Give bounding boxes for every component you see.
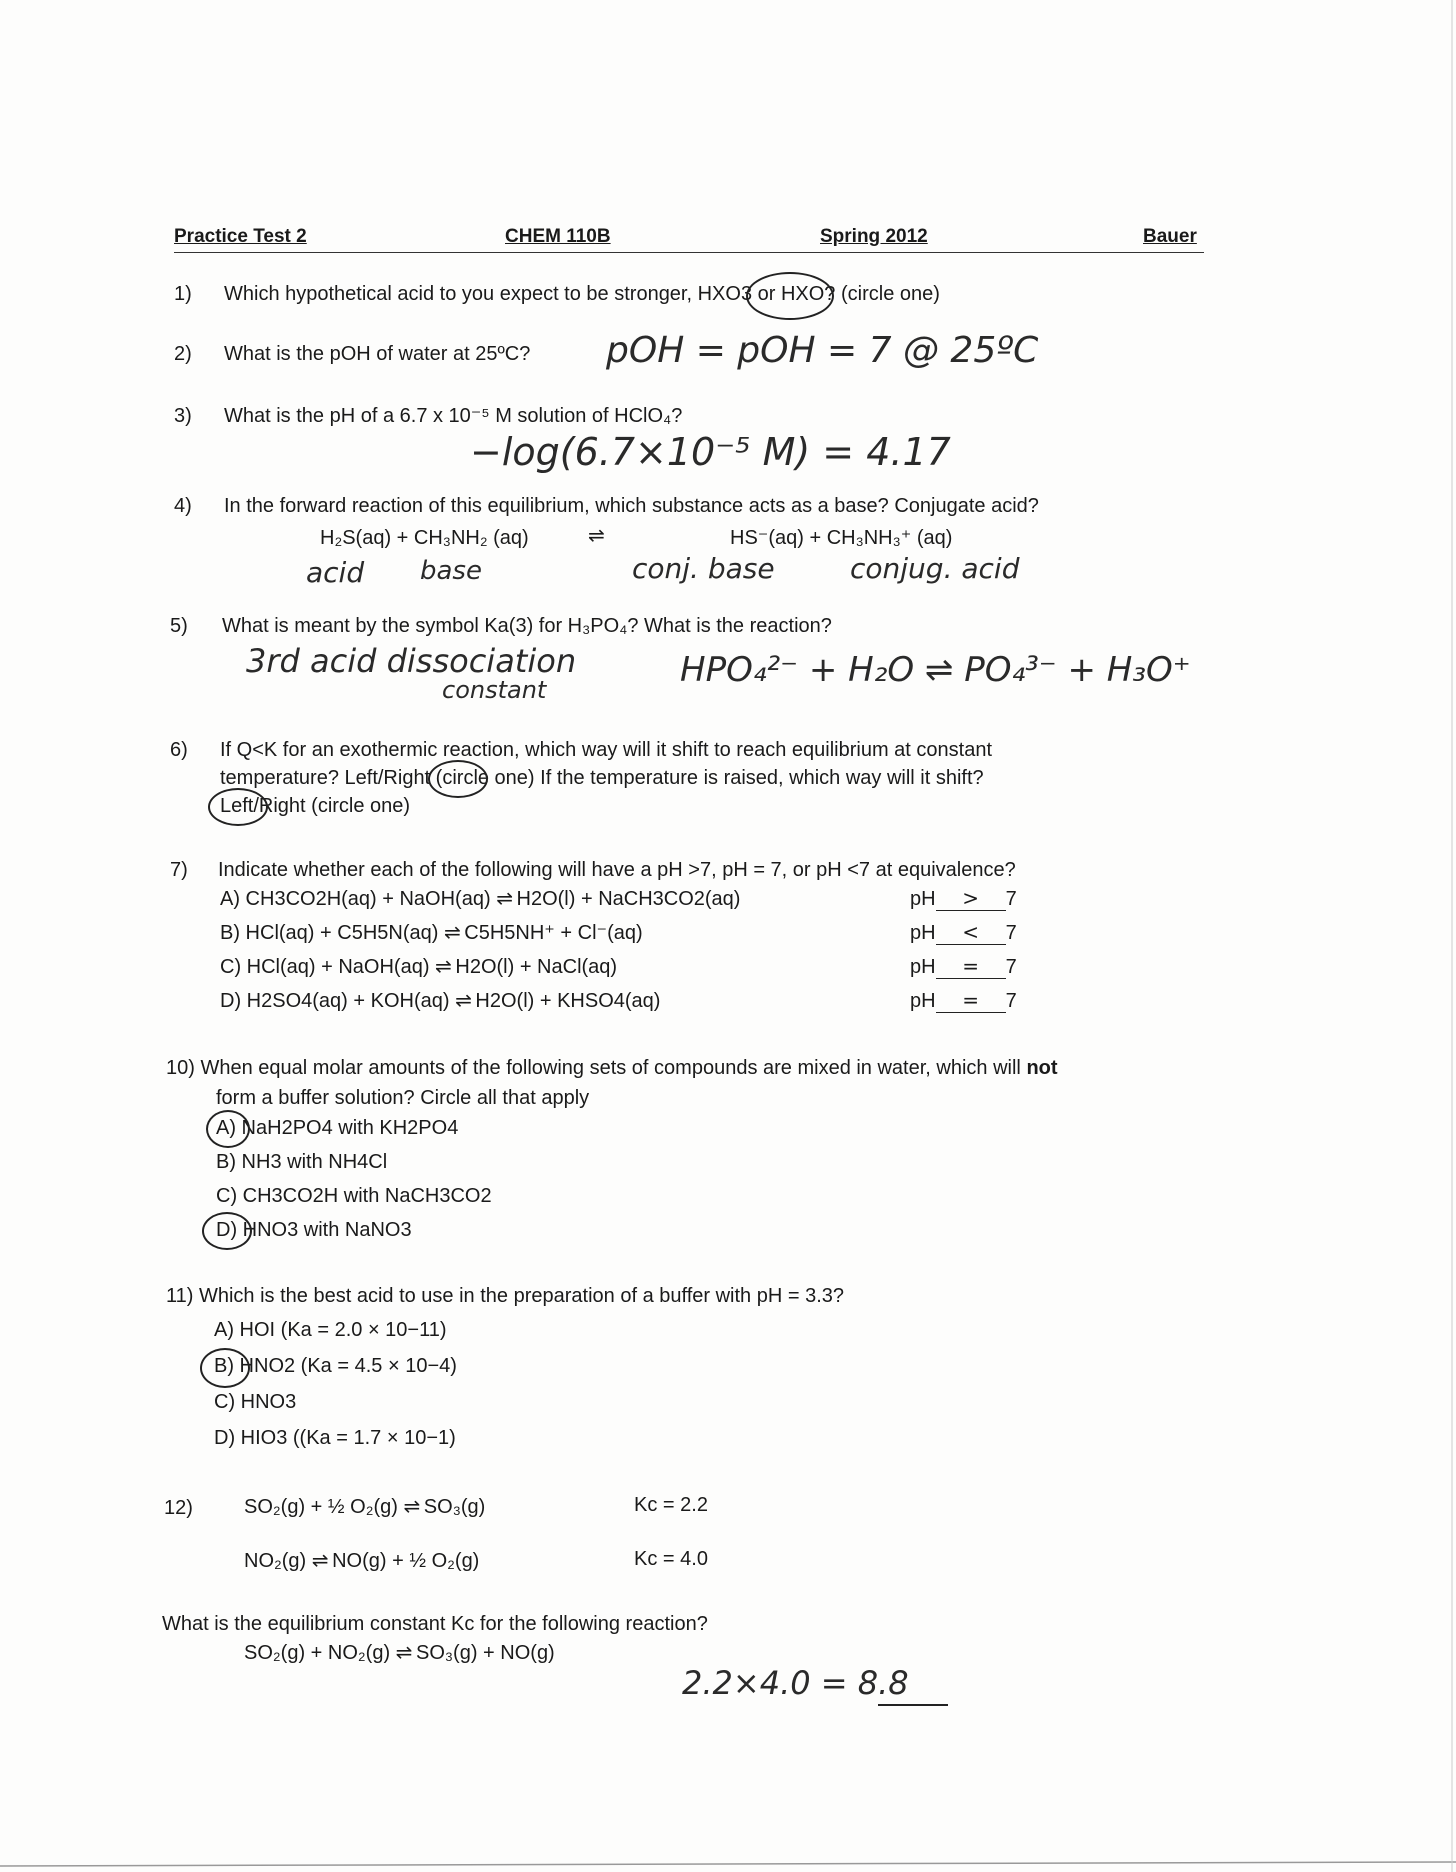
q6-line2: temperature? Left/Right (circle one) If the temperature is raised, which way will it shift? (220, 767, 984, 789)
q12-k2: Kc = 4.0 (634, 1548, 708, 1570)
q12-handwritten-answer: 2.2×4.0 = 8.8 (682, 1664, 909, 1702)
q7-item-b-label: B) HCl(aq) + C5H5N(aq) (220, 922, 439, 944)
q12-question: What is the equilibrium constant Kc for the following reaction? (162, 1613, 708, 1635)
q12-answer-underline (878, 1704, 948, 1706)
q4-number: 4) (174, 495, 192, 517)
q10-text-a: When equal molar amounts of the following sets of compounds are mixed in water, which will (200, 1057, 1027, 1079)
q7-item-a-label: A) CH3CO2H(aq) + NaOH(aq) (220, 888, 491, 910)
q4-text: In the forward reaction of this equilibrium, which substance acts as a base? Conjugate acid? (224, 495, 1039, 517)
q7-item-d (220, 988, 660, 1013)
q3-number: 3) (174, 405, 192, 427)
q11-number: 11) (166, 1285, 194, 1307)
q10-option-b: B) NH3 with NH4Cl (216, 1151, 388, 1173)
q12-rxn2-reactants: NO₂(g) (244, 1550, 307, 1572)
q7-number: 7) (170, 859, 188, 881)
q6-number: 6) (170, 739, 188, 761)
q5-handwritten-answer-1: 3rd acid dissociation (246, 642, 577, 680)
eq-arrow-icon: ⇌ (435, 956, 450, 978)
term: Spring 2012 (820, 226, 928, 247)
q12-target-reaction (244, 1640, 555, 1665)
q10-text-not: not (1026, 1057, 1058, 1079)
q7-answer-a: > (936, 886, 1006, 911)
q5-handwritten-reaction: HPO₄²⁻ + H₂O ⇌ PO₄³⁻ + H₃O⁺ (680, 650, 1191, 690)
q7-item-a-ph: pH > 7 (910, 886, 1017, 910)
q2-handwritten-answer: pOH = pOH = 7 @ 25ºC (606, 330, 1039, 371)
q5-handwritten-answer-2: constant (442, 676, 547, 704)
q7-item-c-label: C) HCl(aq) + NaOH(aq) (220, 956, 430, 978)
q11-circle-b (200, 1348, 250, 1388)
instructor: Bauer (1143, 226, 1197, 247)
q5-text: What is meant by the symbol Ka(3) for H₃PO₄? What is the reaction? (222, 615, 832, 637)
q10-option-c: C) CH3CO2H with NaCH3CO2 (216, 1185, 492, 1207)
q2-number: 2) (174, 343, 192, 365)
q7-answer-d: = (936, 988, 1006, 1013)
q4-label-acid: acid (306, 556, 365, 589)
q12-target-reactants: SO₂(g) + NO₂(g) (244, 1642, 391, 1664)
q4-eq-arrow: ⇌ (588, 525, 605, 547)
q4-products: HS⁻(aq) + CH₃NH₃⁺ (aq) (730, 527, 953, 549)
q1-answer-circle (746, 272, 834, 320)
q6-right-circle (428, 760, 488, 798)
q10-option-d: D) HNO3 with NaNO3 (216, 1219, 412, 1241)
q10-option-a: A) NaH2PO4 with KH2PO4 (216, 1117, 459, 1139)
q6-left-circle (208, 788, 268, 826)
q12-rxn2-products: NO(g) + ½ O₂(g) (332, 1550, 480, 1572)
q3-text: What is the pH of a 6.7 x 10⁻⁵ M solution of HClO₄? (224, 405, 683, 427)
eq-arrow-icon: ⇌ (311, 1550, 327, 1572)
q10-circle-a (206, 1110, 250, 1148)
q2-text: What is the pOH of water at 25ºC? (224, 343, 531, 365)
eq-arrow-icon: ⇌ (455, 990, 470, 1012)
q7-item-a-product: H2O(l) + NaCH3CO2(aq) (516, 888, 741, 910)
q11-option-b: B) HNO2 (Ka = 4.5 × 10−4) (214, 1355, 457, 1377)
q10-line1 (166, 1054, 1058, 1083)
eq-arrow-icon: ⇌ (403, 1496, 419, 1518)
q4-label-conj-acid: conjug. acid (850, 552, 1020, 585)
q7-item-d-ph: pH = 7 (910, 988, 1017, 1012)
q4-reactants: H₂S(aq) + CH₃NH₂ (aq) (320, 527, 529, 549)
q12-rxn2 (244, 1548, 479, 1573)
eq-arrow-icon: ⇌ (395, 1642, 411, 1664)
q4-label-conj-base: conj. base (632, 552, 775, 585)
q4-label-base: base (420, 556, 482, 586)
q7-item-b (220, 920, 643, 945)
eq-arrow-icon: ⇌ (443, 922, 459, 944)
q7-item-a (220, 886, 740, 911)
q10-text-c: form a buffer solution? Circle all that apply (216, 1087, 590, 1109)
q7-item-c-product: H2O(l) + NaCl(aq) (455, 956, 618, 978)
q11-option-a: A) HOI (Ka = 2.0 × 10−11) (214, 1319, 447, 1341)
q11-option-c: C) HNO3 (214, 1391, 297, 1413)
eq-arrow-icon: ⇌ (496, 888, 511, 910)
q12-rxn1-reactants: SO₂(g) + ½ O₂(g) (244, 1496, 398, 1518)
q12-number: 12) (164, 1497, 193, 1519)
q7-answer-b: < (936, 920, 1006, 945)
q7-item-d-product: H2O(l) + KHSO4(aq) (475, 990, 661, 1012)
q6-line3: Left/Right (circle one) (220, 795, 411, 817)
q12-k1: Kc = 2.2 (634, 1494, 708, 1516)
header-rule (174, 252, 1204, 253)
course-code: CHEM 110B (505, 226, 611, 247)
test-title: Practice Test 2 (174, 226, 307, 247)
q7-answer-c: = (936, 954, 1006, 979)
q7-item-c-ph: pH = 7 (910, 954, 1017, 978)
q3-handwritten-answer: −log(6.7×10⁻⁵ M) = 4.17 (470, 430, 951, 474)
q7-item-b-ph: pH < 7 (910, 920, 1017, 944)
q12-rxn1 (244, 1494, 485, 1519)
q7-text: Indicate whether each of the following will have a pH >7, pH = 7, or pH <7 at equivalence? (218, 859, 1016, 881)
q1-number: 1) (174, 283, 192, 305)
q12-rxn1-products: SO₃(g) (423, 1496, 486, 1518)
q5-number: 5) (170, 615, 188, 637)
q12-target-products: SO₃(g) + NO(g) (416, 1642, 555, 1664)
q10-number: 10) (166, 1057, 195, 1079)
q11-option-d: D) HIO3 ((Ka = 1.7 × 10−1) (214, 1427, 456, 1449)
q6-line1: If Q<K for an exothermic reaction, which way will it shift to reach equilibrium at constant (220, 739, 993, 761)
q11-text: Which is the best acid to use in the preparation of a buffer with pH = 3.3? (198, 1285, 844, 1307)
q7-item-b-product: C5H5NH⁺ + Cl⁻(aq) (464, 922, 643, 944)
q1-text: Which hypothetical acid to you expect to be stronger, HXO3 or HXO? (circle one) (224, 283, 940, 305)
q7-item-c (220, 954, 617, 979)
q10-circle-d (202, 1212, 252, 1250)
q7-item-d-label: D) H2SO4(aq) + KOH(aq) (220, 990, 450, 1012)
q11-line (166, 1282, 844, 1311)
